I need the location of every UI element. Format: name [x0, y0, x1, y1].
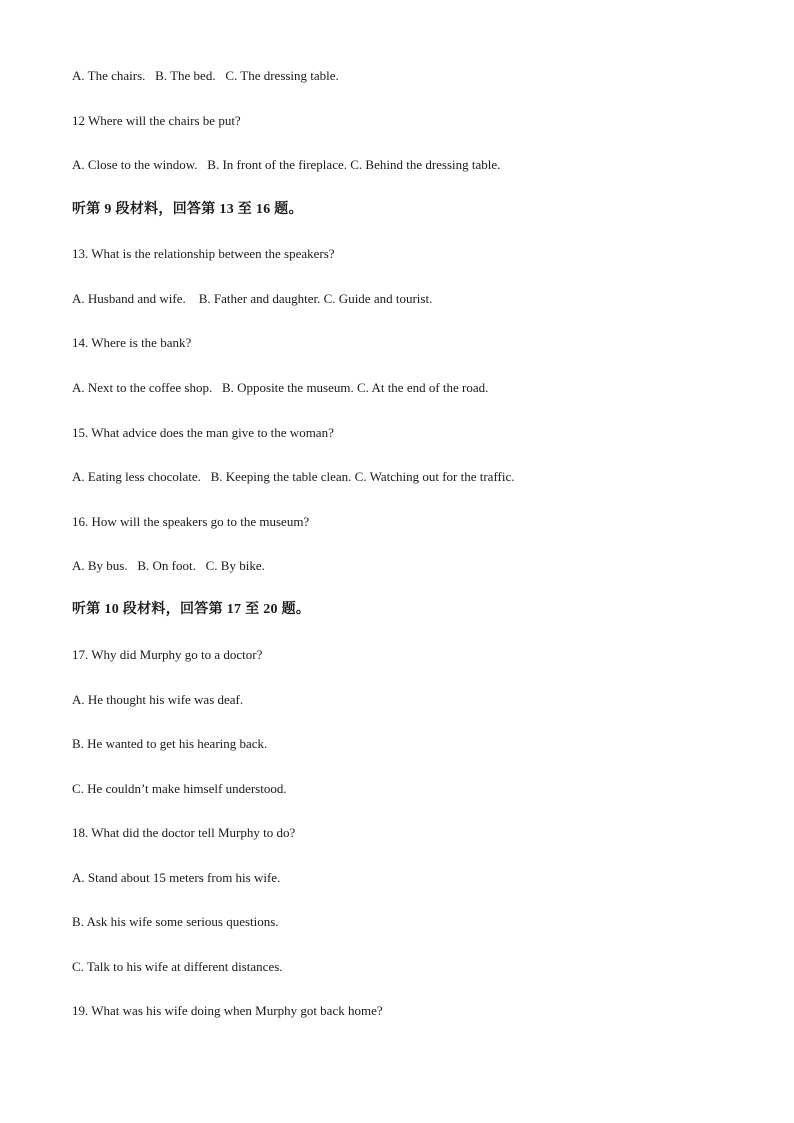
question-13-options: A. Husband and wife. B. Father and daughter. C. Guide and tourist.	[72, 291, 433, 306]
section-heading-10: 听第 10 段材料，回答第 17 至 20 题。	[72, 602, 311, 617]
question-12-options: A. Close to the window. B. In front of the fireplace. C. Behind the dressing table.	[72, 157, 501, 172]
question-18-option-a: A. Stand about 15 meters from his wife.	[72, 870, 281, 885]
question-17-option-b: B. He wanted to get his hearing back.	[72, 736, 268, 751]
question-18: 18. What did the doctor tell Murphy to do?	[72, 825, 296, 840]
question-14: 14. Where is the bank?	[72, 335, 192, 350]
question-17-option-c: C. He couldn’t make himself understood.	[72, 781, 287, 796]
question-16: 16. How will the speakers go to the museum?	[72, 514, 310, 529]
question-18-option-c: C. Talk to his wife at different distances.	[72, 959, 283, 974]
question-19: 19. What was his wife doing when Murphy got back home?	[72, 1003, 383, 1018]
question-12: 12 Where will the chairs be put?	[72, 113, 241, 128]
question-15: 15. What advice does the man give to the woman?	[72, 425, 334, 440]
question-15-options: A. Eating less chocolate. B. Keeping the table clean. C. Watching out for the traffic.	[72, 469, 515, 484]
question-18-option-b: B. Ask his wife some serious questions.	[72, 914, 279, 929]
question-17-option-a: A. He thought his wife was deaf.	[72, 692, 244, 707]
question-17: 17. Why did Murphy go to a doctor?	[72, 647, 263, 662]
question-11-options: A. The chairs. B. The bed. C. The dressing table.	[72, 68, 339, 83]
question-14-options: A. Next to the coffee shop. B. Opposite the museum. C. At the end of the road.	[72, 380, 489, 395]
question-13: 13. What is the relationship between the speakers?	[72, 246, 335, 261]
section-heading-9: 听第 9 段材料，回答第 13 至 16 题。	[72, 202, 303, 217]
question-16-options: A. By bus. B. On foot. C. By bike.	[72, 558, 265, 573]
